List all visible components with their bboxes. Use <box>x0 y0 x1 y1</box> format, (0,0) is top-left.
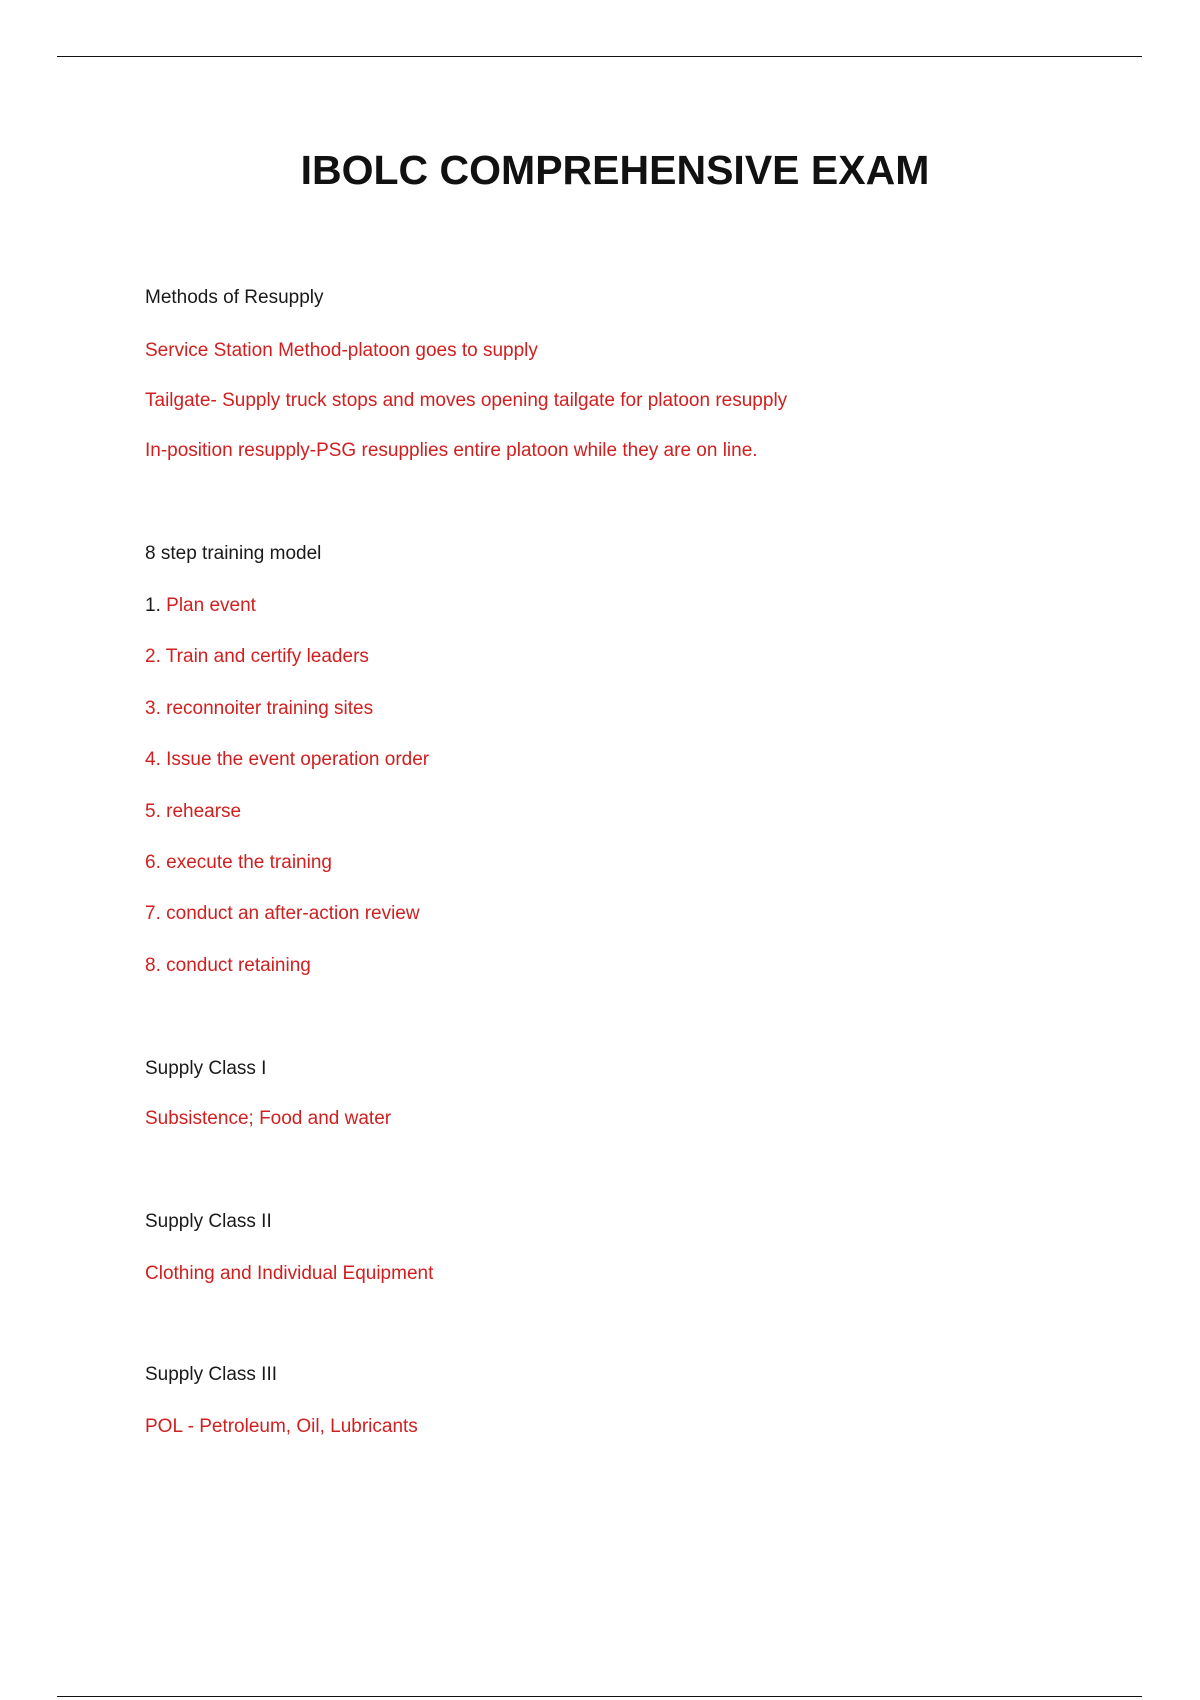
training-model-heading: 8 step training model <box>145 543 322 564</box>
supply-class-2-answer: Clothing and Individual Equipment <box>145 1263 434 1284</box>
training-step: 2. Train and certify leaders <box>145 646 369 667</box>
resupply-heading: Methods of Resupply <box>145 287 324 308</box>
training-step: 4. Issue the event operation order <box>145 749 430 770</box>
training-step-number: 1. <box>145 595 161 616</box>
top-rule <box>57 56 1142 57</box>
training-step <box>145 593 256 619</box>
resupply-item: Tailgate- Supply truck stops and moves opening tailgate for platoon resupply <box>145 390 788 411</box>
supply-class-2-heading: Supply Class II <box>145 1211 272 1232</box>
training-step: 5. rehearse <box>145 801 242 822</box>
training-step: 6. execute the training <box>145 852 332 873</box>
bottom-rule <box>57 1696 1142 1697</box>
supply-class-3-answer: POL - Petroleum, Oil, Lubricants <box>145 1416 418 1437</box>
resupply-item: Service Station Method-platoon goes to supply <box>145 340 538 361</box>
page-title: IBOLC COMPREHENSIVE EXAM <box>300 147 930 193</box>
training-step: 3. reconnoiter training sites <box>145 698 374 719</box>
supply-class-1-answer: Subsistence; Food and water <box>145 1108 392 1129</box>
training-step: 8. conduct retaining <box>145 955 311 976</box>
supply-class-3-heading: Supply Class III <box>145 1364 277 1385</box>
training-step: 7. conduct an after-action review <box>145 903 420 924</box>
resupply-item: In-position resupply-PSG resupplies entire platoon while they are on line. <box>145 440 758 461</box>
supply-class-1-heading: Supply Class I <box>145 1058 267 1079</box>
training-step-text: Plan event <box>166 595 256 616</box>
